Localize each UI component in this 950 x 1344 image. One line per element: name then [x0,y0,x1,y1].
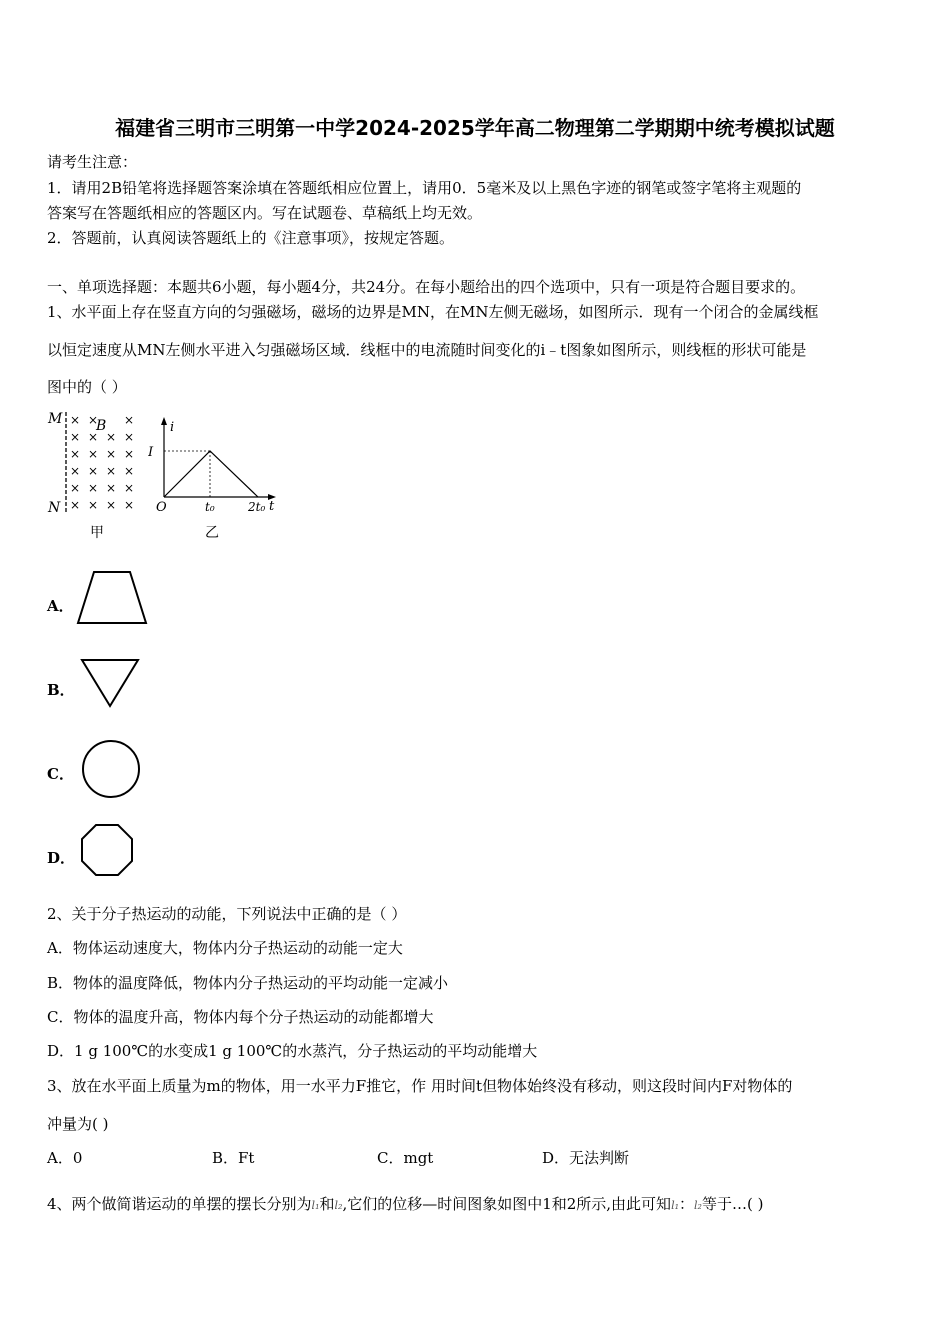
label-origin: O [156,500,167,515]
notice-item-1-line-2: 答案写在答题纸相应的答题区内。写在试题卷、草稿纸上均无效。 [47,204,483,222]
q4-text-part-4: 等于…( ) [701,1195,764,1213]
q2-option-a: A．物体运动速度大，物体内分子热运动的动能一定大 [47,939,403,957]
q1-option-a-label: A． [47,597,74,615]
field-cross: × [124,481,135,495]
field-cross: × [124,430,135,444]
label-b: B [96,418,107,434]
q3-stem-line-2: 冲量为( ) [47,1115,109,1133]
field-cross: × [88,464,99,478]
i-axis-arrow-icon [161,417,167,425]
page-title: 福建省三明市三明第一中学2024-2025学年高二物理第二学期期中统考模拟试题 [115,116,835,140]
circle-shape [83,741,139,797]
q2-option-b: B．物体的温度降低，物体内分子热运动的平均动能一定减小 [47,974,449,992]
label-axis-t: t [269,499,275,514]
q4-text-part-1: 4、两个做简谐运动的单摆的摆长分别为 [47,1195,312,1213]
q3-option-b: B．Ft [212,1149,255,1167]
field-cross: × [106,430,117,444]
current-curve [164,451,258,497]
trapezoid-shape [78,572,146,623]
q2-option-d: D．1 g 100℃的水变成1 g 100℃的水蒸汽，分子热运动的平均动能增大 [47,1042,538,1060]
field-cross: × [88,447,99,461]
field-cross: × [70,498,81,512]
q1-figure-it-graph [148,415,280,543]
q1-option-a-trapezoid [74,568,150,628]
field-cross: × [88,413,99,427]
notice-heading: 请考生注意： [47,153,138,171]
q1-stem-line-3: 图中的（ ） [47,378,127,396]
q1-stem-line-1: 1、水平面上存在竖直方向的匀强磁场，磁场的边界是MN，在MN左侧无磁场，如图所示．现有一个闭合的金属线框 [47,303,819,321]
q3-option-c: C．mgt [377,1149,434,1167]
field-cross: × [106,498,117,512]
q1-option-c-circle [78,736,144,802]
field-cross: × [70,413,81,427]
q3-option-a: A．0 [47,1149,83,1167]
octagon-shape [82,825,132,875]
section-1-heading: 一、单项选择题：本题共6小题，每小题4分，共24分。在每小题给出的四个选项中，只有一项是符合题目要求的。 [47,278,806,296]
field-cross: × [88,481,99,495]
field-cross: × [88,430,99,444]
label-axis-i: i [170,420,175,435]
q4-ratio-l1: l₁ [671,1199,680,1212]
q1-stem-line-2: 以恒定速度从MN左侧水平进入匀强磁场区域．线框中的电流随时间变化的i﹣t图象如图所示，则线框的形状可能是 [47,341,807,359]
notice-item-1-line-1: 1．请用2B铅笔将选择题答案涂填在答题纸相应位置上，请用0．5毫米及以上黑色字迹的钢笔或签字笔将主观题的 [47,179,802,197]
field-cross: × [124,413,135,427]
field-cross: × [88,498,99,512]
q4-text-part-3: ,它们的位移—时间图象如图中1和2所示,由此可知 [342,1195,672,1213]
q2-stem: 2、关于分子热运动的动能，下列说法中正确的是（ ） [47,905,407,923]
q1-option-b-label: B． [47,681,75,699]
q1-option-c-label: C． [47,765,74,783]
field-cross: × [124,498,135,512]
field-cross: × [106,464,117,478]
field-cross: × [70,481,81,495]
label-t0: t₀ [205,500,215,514]
notice-item-2: 2．答题前，认真阅读答题纸上的《注意事项》，按规定答题。 [47,229,455,247]
field-cross: × [70,430,81,444]
q1-option-b-triangle [78,656,142,712]
q4-text-part-2: 和 [319,1195,335,1213]
label-2t0: 2t₀ [248,500,266,514]
q2-option-c: C．物体的温度升高，物体内每个分子热运动的动能都增大 [47,1008,434,1026]
label-i-max: I [148,445,154,460]
field-cross: × [70,464,81,478]
label-n: N [48,500,61,516]
q4-l2: l₂ [334,1199,343,1212]
q3-stem-line-1: 3、放在水平面上质量为m的物体，用一水平力F推它，作 用时间t但物体始终没有移动，则这段时间内F对物体的 [47,1077,793,1095]
field-cross: × [106,481,117,495]
q3-option-d: D．无法判断 [542,1149,630,1167]
label-m: M [48,411,63,427]
field-cross: × [106,447,117,461]
q1-figure-field [46,408,146,543]
caption-jia: 甲 [90,525,104,541]
q1-option-d-label: D． [47,849,76,867]
field-cross: × [124,464,135,478]
q4-l1: l₁ [311,1199,320,1212]
inverted-triangle-shape [82,660,138,706]
q4-colon: ： [679,1195,695,1213]
field-cross: × [70,447,81,461]
q4-stem [47,1194,763,1216]
field-cross: × [124,447,135,461]
q4-ratio-l2: l₂ [694,1199,702,1212]
caption-yi: 乙 [205,525,219,541]
q1-option-d-octagon [78,821,136,879]
